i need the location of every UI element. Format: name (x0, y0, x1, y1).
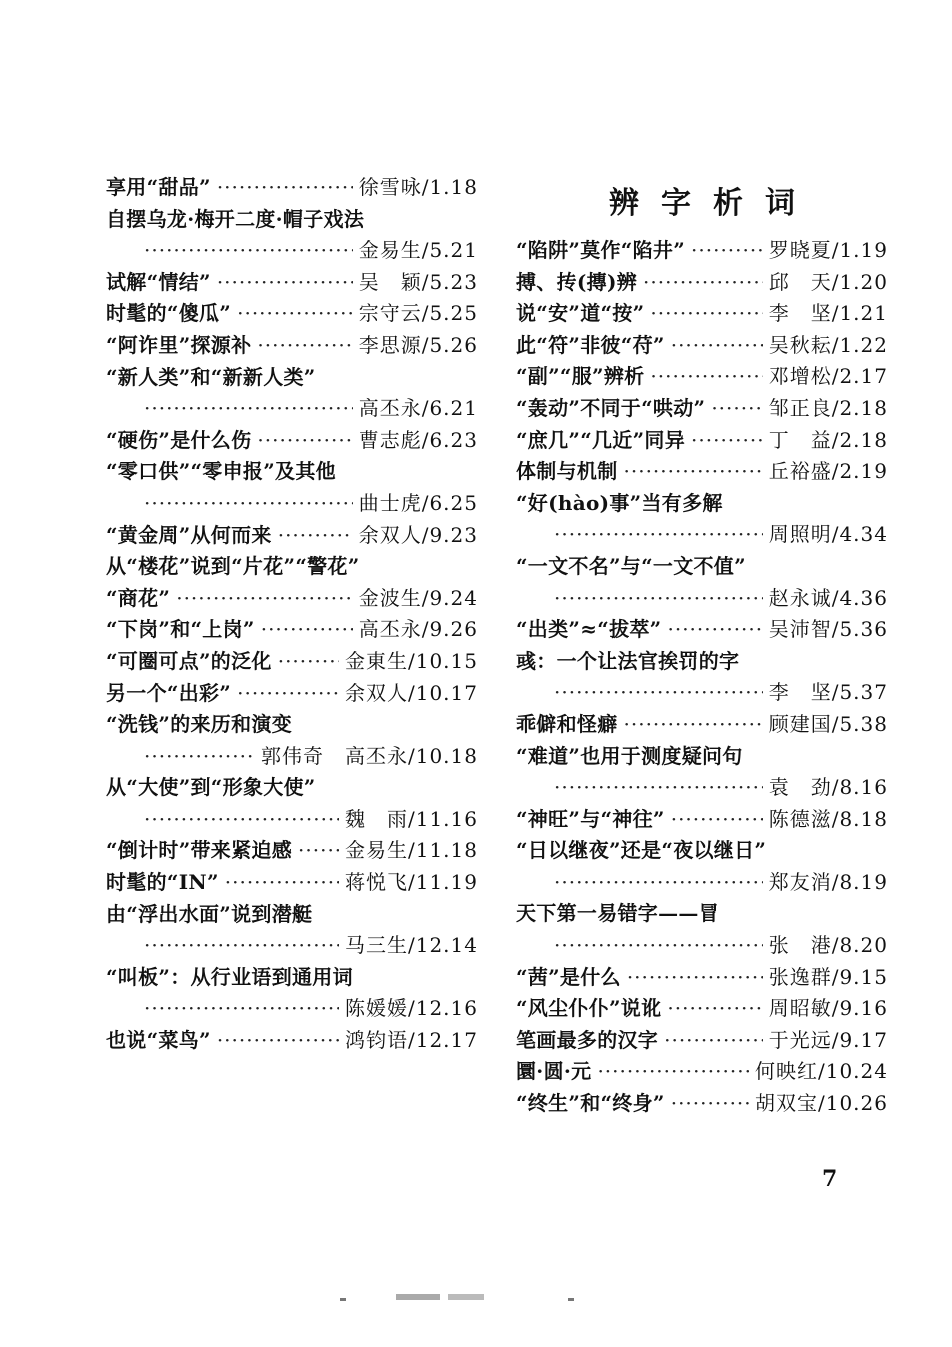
dot-leader (664, 1025, 763, 1057)
entry-title: 搏、抟(摶)辨 (516, 269, 638, 294)
entry-title: “一文不名”与“一文不值” (516, 553, 746, 578)
left-toc-entry (106, 804, 478, 836)
entry-author-page: 张 港/8.20 (768, 933, 888, 958)
entry-title: “好(hào)事”当有多解 (516, 490, 723, 515)
entry-author-page: 李思源/5.26 (358, 332, 478, 357)
entry-title: “终生”和“终身” (516, 1091, 665, 1116)
entry-author-page: 魏 雨/11.16 (345, 806, 478, 831)
dot-leader (554, 772, 763, 804)
left-column (106, 172, 478, 1057)
entry-author-page: 金波生/9.24 (358, 585, 478, 610)
entry-title: “商花” (106, 585, 171, 610)
entry-author-page: 顾建国/5.38 (768, 711, 888, 736)
entry-title: 笔画最多的汉字 (516, 1027, 659, 1052)
dot-leader (237, 298, 353, 330)
entry-title: “阿诈里”探源补 (106, 332, 252, 357)
entry-author-page: 李 坚/1.21 (768, 301, 888, 326)
left-toc-entry (106, 741, 478, 773)
left-toc-entry (106, 930, 478, 962)
entry-title: “零口供”“零申报”及其他 (106, 459, 336, 484)
entry-author-page: 陈媛媛/12.16 (345, 996, 478, 1021)
entry-author-page: 高丕永/9.26 (358, 617, 478, 642)
entry-author-page: 邓增松/2.17 (768, 364, 888, 389)
left-toc-entry (106, 962, 478, 994)
right-toc-entry (516, 614, 888, 646)
dot-leader (176, 583, 353, 615)
entry-author-page: 袁 劲/8.16 (768, 775, 888, 800)
entry-author-page: 赵永诚/4.36 (768, 585, 888, 610)
right-toc-entry (516, 772, 888, 804)
entry-author-page: 丘裕盛/2.19 (768, 459, 888, 484)
left-toc-entry (106, 488, 478, 520)
entry-author-page: 金東生/10.15 (345, 648, 478, 673)
entry-author-page: 吴 颖/5.23 (358, 269, 478, 294)
right-toc-entry (516, 898, 888, 930)
left-toc-entry (106, 235, 478, 267)
right-toc-entry (516, 709, 888, 741)
dot-leader (278, 520, 353, 552)
entry-author-page: 周照明/4.34 (768, 522, 888, 547)
left-toc-entry (106, 267, 478, 299)
right-toc-entry (516, 835, 888, 867)
left-toc-entry (106, 772, 478, 804)
left-toc-entry (106, 993, 478, 1025)
entry-title: 试解“情结” (106, 269, 211, 294)
dot-leader (225, 867, 339, 899)
entry-title: “难道”也用于测度疑问句 (516, 743, 743, 768)
dot-leader (257, 425, 352, 457)
entry-title: “陷阱”莫作“陷井” (516, 238, 686, 262)
entry-title: 时髦的“傻瓜” (106, 301, 232, 326)
right-toc-entry (516, 298, 888, 330)
left-toc-entry (106, 393, 478, 425)
entry-author-page: 丁 益/2.18 (768, 427, 888, 452)
dot-leader (554, 519, 763, 551)
dot-leader (217, 267, 353, 299)
entry-author-page: 陈德滋/8.18 (768, 806, 888, 831)
dot-leader (554, 677, 763, 709)
right-toc-entry (516, 677, 888, 709)
entry-title: “庶几”“几近”同异 (516, 427, 686, 452)
entry-title: “风尘仆仆”说讹 (516, 996, 662, 1021)
entry-title: 说“安”道“按” (516, 301, 645, 326)
right-toc-entry (516, 425, 888, 457)
dot-leader (278, 646, 339, 678)
left-toc-entry (106, 330, 478, 362)
dot-leader (144, 393, 353, 425)
entry-title: “洗钱”的来历和演变 (106, 712, 293, 737)
right-toc-entry (516, 1056, 888, 1088)
dot-leader (691, 425, 763, 457)
entry-author-page: 何映红/10.24 (755, 1059, 888, 1084)
entry-author-page: 鸿钧语/12.17 (345, 1028, 478, 1053)
page-number: 7 (822, 1166, 838, 1192)
entry-title: 从“大使”到“形象大使” (106, 775, 316, 800)
left-toc-entry (106, 362, 478, 394)
right-toc-entry (516, 993, 888, 1025)
dot-leader (650, 361, 762, 393)
entry-title: 天下第一易错字——冒 (516, 901, 719, 926)
entry-title: 享用“甜品” (106, 175, 211, 199)
entry-title: “新人类”和“新新人类” (106, 364, 316, 389)
entry-title: “叫板”：从行业语到通用词 (106, 964, 353, 989)
dot-leader (671, 1088, 749, 1120)
entry-author-page: 周昭敏/9.16 (768, 996, 888, 1021)
right-toc-entry (516, 1025, 888, 1057)
scan-artifact (340, 1290, 580, 1310)
left-toc-entry (106, 835, 478, 867)
left-toc-entry (106, 899, 478, 931)
left-toc-entry (106, 709, 478, 741)
entry-title: “出类”≈“拔萃” (516, 617, 662, 642)
entry-title: 体制与机制 (516, 459, 618, 484)
dot-leader (711, 393, 762, 425)
dot-leader (627, 962, 763, 994)
entry-author-page: 金易生/11.18 (345, 838, 478, 863)
dot-leader (144, 804, 339, 836)
entry-title: 彧：一个让法官挨罚的字 (516, 648, 740, 673)
entry-author-page: 李 坚/5.37 (768, 680, 888, 705)
entry-author-page: 马三生/12.14 (345, 933, 478, 958)
left-toc-entry (106, 298, 478, 330)
entry-title: 也说“菜鸟” (106, 1028, 211, 1053)
right-toc-entry (516, 930, 888, 962)
dot-leader (144, 488, 353, 520)
entry-title: 自摆乌龙·梅开二度·帽子戏法 (106, 206, 365, 231)
right-toc-entry (516, 330, 888, 362)
right-toc-entry (516, 393, 888, 425)
dot-leader (650, 298, 762, 330)
entry-title: 从“楼花”说到“片花”“警花” (106, 554, 360, 579)
right-entry-list (516, 235, 888, 1120)
entry-title: “可圈可点”的泛化 (106, 648, 272, 673)
left-toc-entry (106, 867, 478, 899)
entry-title: “副”“服”辨析 (516, 364, 645, 389)
entry-author-page: 郭伟奇 高丕永/10.18 (261, 743, 478, 768)
section-heading: 辨字析词 (609, 186, 817, 221)
dot-leader (671, 804, 763, 836)
dot-leader (261, 614, 353, 646)
dot-leader (667, 993, 762, 1025)
dot-leader (554, 930, 763, 962)
right-toc-entry (516, 962, 888, 994)
entry-title: “下岗”和“上岗” (106, 617, 255, 642)
left-toc-entry (106, 551, 478, 583)
entry-author-page: 郑友消/8.19 (768, 869, 888, 894)
dot-leader (144, 993, 339, 1025)
left-toc-entry (106, 646, 478, 678)
dot-leader (643, 267, 763, 299)
right-toc-entry (516, 867, 888, 899)
dot-leader (144, 930, 339, 962)
left-toc-entry (106, 172, 478, 204)
entry-title: 另一个“出彩” (106, 680, 232, 705)
dot-leader (217, 1025, 339, 1057)
entry-title: “倒计时”带来紧迫感 (106, 838, 293, 863)
entry-author-page: 徐雪咏/1.18 (358, 175, 478, 199)
right-toc-entry (516, 646, 888, 678)
right-toc-entry (516, 804, 888, 836)
entry-title: 圜·圆·元 (516, 1059, 592, 1084)
entry-author-page: 邹正良/2.18 (768, 395, 888, 420)
entry-title: “茜”是什么 (516, 964, 621, 989)
entry-author-page: 余双人/10.17 (345, 680, 478, 705)
entry-author-page: 余双人/9.23 (358, 522, 478, 547)
entry-author-page: 吴秋耘/1.22 (768, 332, 888, 357)
left-toc-entry (106, 1025, 478, 1057)
entry-author-page: 高丕永/6.21 (358, 396, 478, 421)
right-toc-entry (516, 583, 888, 615)
entry-author-page: 胡双宝/10.26 (755, 1091, 888, 1116)
dot-leader (144, 741, 255, 773)
right-toc-entry (516, 267, 888, 299)
dot-leader (671, 330, 763, 362)
right-toc-entry (516, 741, 888, 773)
right-toc-entry (516, 488, 888, 520)
left-toc-entry (106, 204, 478, 236)
entry-title: 由“浮出水面”说到潜艇 (106, 901, 313, 926)
entry-author-page: 金易生/5.21 (358, 238, 478, 263)
entry-title: 时髦的“IN” (106, 870, 219, 895)
left-toc-entry (106, 583, 478, 615)
entry-title: “轰动”不同于“哄动” (516, 395, 706, 420)
dot-leader (624, 456, 763, 488)
left-toc-entry (106, 520, 478, 552)
right-toc-entry (516, 235, 888, 267)
dot-leader (624, 709, 763, 741)
entry-title: “硬伤”是什么伤 (106, 427, 252, 452)
dot-leader (144, 235, 353, 267)
left-toc-entry (106, 425, 478, 457)
right-toc-entry (516, 551, 888, 583)
entry-title: “神旺”与“神往” (516, 806, 665, 831)
entry-author-page: 曹志彪/6.23 (358, 427, 478, 452)
left-toc-entry (106, 456, 478, 488)
entry-author-page: 张逸群/9.15 (768, 964, 888, 989)
entry-author-page: 罗晓夏/1.19 (768, 238, 888, 262)
right-column (516, 172, 888, 1120)
entry-title: “黄金周”从何而来 (106, 522, 272, 547)
dot-leader (237, 678, 339, 710)
right-toc-entry (516, 1088, 888, 1120)
entry-author-page: 曲士虎/6.25 (358, 490, 478, 515)
left-toc-entry (106, 678, 478, 710)
dot-leader (554, 583, 763, 615)
entry-author-page: 于光远/9.17 (768, 1027, 888, 1052)
left-toc-entry (106, 614, 478, 646)
entry-title: 乖僻和怪癖 (516, 711, 618, 736)
entry-author-page: 宗守云/5.25 (358, 301, 478, 326)
dot-leader (298, 835, 339, 867)
dot-leader (554, 867, 763, 899)
dot-leader (257, 330, 352, 362)
entry-author-page: 邱 天/1.20 (768, 269, 888, 294)
entry-title: “日以继夜”还是“夜以继日” (516, 838, 767, 863)
right-toc-entry (516, 519, 888, 551)
dot-leader (217, 172, 353, 204)
entry-author-page: 吴沛智/5.36 (768, 617, 888, 642)
right-toc-entry (516, 361, 888, 393)
right-toc-entry (516, 456, 888, 488)
dot-leader (597, 1056, 749, 1088)
dot-leader (667, 614, 762, 646)
dot-leader (691, 235, 763, 267)
entry-author-page: 蒋悦飞/11.19 (345, 870, 478, 895)
entry-title: 此“符”非彼“苻” (516, 332, 665, 357)
